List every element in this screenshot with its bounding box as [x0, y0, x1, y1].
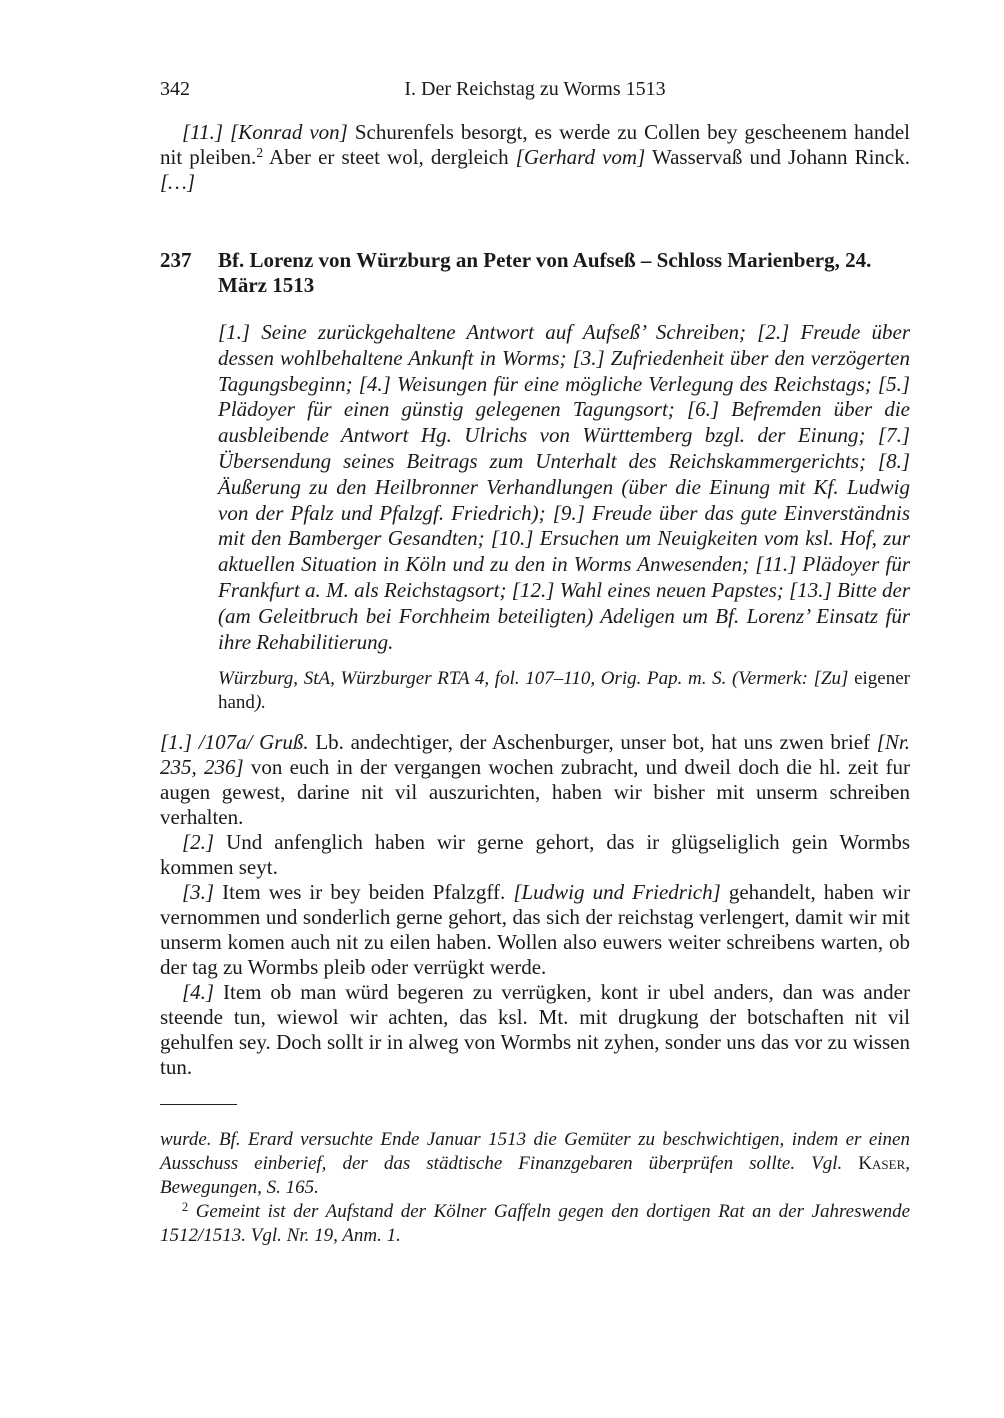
summary-text: [1.] Seine zurückgehaltene Antwort auf Aufseß’ Schreiben; [2.] Freude über dessen wohlbehaltene Ankunft in Worms; [3.] Zufriedenheit über den verzögerten Tagungsbeginn; [4.] Weisungen für eine mögliche Verlegung des Reichstags; [5.] Plädoyer für einen günstig gelegenen Tagungsort; [6.] Befremden über die ausbleibende Antwort Hg. Ulrichs von Württemberg bzgl. der Einung; [7.] Übersendung seines Beitrags zum Unterhalt des Reichskammergerichts; [8.] Äußerung zu den Heilbronner Verhandlungen (über die Einung mit Kf. Ludwig von der Pfalz und Pfalzgf. Friedrich); [9.] Freude über das gute Einverständnis mit den Bamberger Gesandten; [10.] Ersuchen um Neuigkeiten vom ksl. Hof, zur aktuellen Situation in Köln und zu den in Worms Anwesenden; [11.] Plädoyer für Frankfurt a. M. als Reichstagsort; [12.] Wahl eines neuen Papstes; [13.] Bitte der (am Geleitbruch bei Forchheim beteiligten) Adeligen um Bf. Lorenz’ Einsatz für ihre Rehabilitierung.: [218, 320, 910, 654]
italic-text: ).: [254, 692, 267, 713]
text-segment: Lb. andechtiger, der Aschenburger, unser bot, hat uns zwen brief: [308, 730, 877, 754]
text-segment: Aber er steet wol, dergleich: [263, 145, 516, 169]
italic-text: [Gerhard vom]: [515, 145, 646, 169]
footnote-marker: 2: [182, 1199, 189, 1214]
page-number: 342: [160, 78, 190, 100]
italic-text: [2.]: [182, 830, 215, 854]
text-segment: Item wes ir bey beiden Pfalzgff.: [214, 880, 514, 904]
text-segment: von euch in der vergangen wochen zubracht, und dweil doch die hl. zeit fur augen gewest, darine nit vil auszurichten, haben wir bisher mit unserm schreiben verhalten.: [160, 755, 910, 829]
document-summary: [218, 320, 910, 655]
footnotes: [160, 1128, 910, 1248]
italic-text: Gemeint ist der Aufstand der Kölner Gaffeln gegen den dortigen Rat an der Jahreswende 1512/1513. Vgl. Nr. 19, Anm. 1.: [160, 1201, 910, 1246]
footnote-marker: 2: [256, 145, 264, 161]
body-paragraph: [160, 880, 910, 980]
text-segment: Schurenfels besorgt, es werde zu Collen bey gescheenem handel nit pleiben.: [160, 120, 910, 169]
text-segment: Item ob man würd begeren zu verrügken, kont ir ubel anders, dan was ander steende tun, wiewol wir achten, das ksl. Mt. mit drugkung der botschaften nit vil gehulfen sey. Doch sollt ir in alweg von Wormbs nit zyhen, sonder uns das vor zu wissen tun.: [160, 980, 910, 1079]
continued-paragraph: [160, 120, 910, 195]
text-segment: gehandelt, haben wir vernommen und sonderlich gerne gehort, das sich der reichstag verlengert, damit wir mit unserm komen auch nit zu eilen haben. Wollen also euwers weiter schreibens warten, ob der tag zu Wormbs pleib oder verrügkt werde.: [160, 880, 910, 979]
body-paragraph: [160, 730, 910, 830]
footnote: [160, 1128, 910, 1200]
text-segment: eigener hand: [218, 668, 910, 713]
italic-text: […]: [160, 170, 196, 194]
italic-text: Würzburg, StA, Würzburger RTA 4, fol. 107–110, Orig. Pap. m. S. (Vermerk: [Zu]: [218, 668, 849, 689]
source-text: [218, 667, 910, 715]
italic-text: [3.]: [182, 880, 215, 904]
italic-text: [11.] [Konrad von]: [182, 120, 348, 144]
body-paragraph: [160, 830, 910, 880]
footnote-divider: [160, 1104, 237, 1105]
italic-text: [Nr. 235, 236]: [160, 730, 910, 779]
document-heading: [160, 248, 910, 298]
source-note: [218, 667, 910, 715]
footnote: [160, 1200, 910, 1248]
italic-text: [1.] /107a/ Gruß.: [160, 730, 309, 754]
body-paragraph: [160, 980, 910, 1080]
text-segment: Wasservaß und Johann Rinck.: [645, 145, 910, 169]
italic-text: , Bewegungen, S. 165.: [160, 1153, 910, 1198]
document-title: Bf. Lorenz von Würzburg an Peter von Aufseß – Schloss Marienberg, 24. März 1513: [218, 248, 872, 297]
italic-text: [Ludwig und Friedrich]: [513, 880, 721, 904]
text-segment: Und anfenglich haben wir gerne gehort, das ir glügseliglich gein Wormbs kommen seyt.: [160, 830, 910, 879]
italic-text: wurde. Bf. Erard versuchte Ende Januar 1513 die Gemüter zu beschwichtigen, indem er einen Ausschuss einberief, der das städtische Finanzgebaren überprüfen sollte. Vgl.: [160, 1129, 910, 1174]
paragraph: [160, 120, 910, 195]
italic-text: [4.]: [182, 980, 215, 1004]
text-segment: Kaser: [858, 1153, 906, 1174]
document-body: [160, 730, 910, 1080]
document-number: 237: [160, 248, 192, 272]
running-title: I. Der Reichstag zu Worms 1513: [404, 78, 666, 100]
